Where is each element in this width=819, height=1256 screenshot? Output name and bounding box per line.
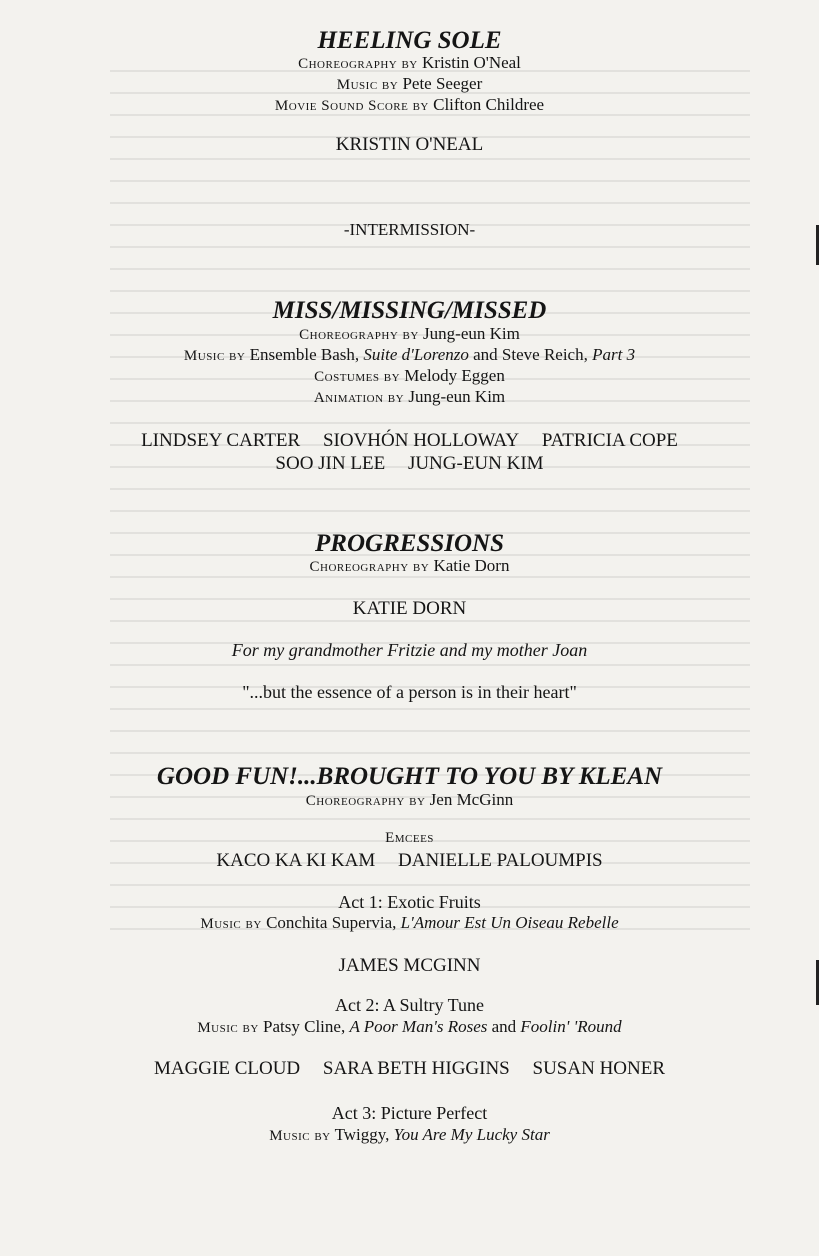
choreography-credit (0, 790, 819, 810)
choreography-credit (0, 324, 819, 344)
music-work: A Poor Man's Roses (349, 1017, 488, 1036)
costumes-credit (0, 366, 819, 386)
music-work: You Are My Lucky Star (393, 1125, 550, 1144)
dancer-list (0, 453, 819, 475)
credit-label: Music by (200, 916, 262, 932)
credit-name: Melody Eggen (404, 366, 505, 385)
music-artist: Twiggy, (334, 1125, 390, 1144)
dancer-name: MAGGIE CLOUD (153, 1058, 301, 1079)
dancer-name: JUNG-EUN KIM (407, 453, 544, 474)
dancer-list (0, 430, 819, 452)
dancer-name: LINDSEY CARTER (141, 430, 301, 451)
credit-label: Choreography by (305, 793, 426, 809)
music-artist: Ensemble Bash, (249, 345, 360, 364)
bleed-through-texture (110, 70, 750, 950)
choreography-credit (0, 53, 819, 73)
music-conjunction: and (473, 345, 498, 364)
credit-label: Choreography by (299, 327, 419, 343)
credit-name: Pete Seeger (402, 74, 483, 93)
piece-title-heeling-sole: HEELING SOLE (317, 27, 502, 54)
music-artist: Patsy Cline, (263, 1017, 346, 1036)
animation-credit (0, 387, 819, 407)
credit-label: Movie Sound Score by (274, 98, 429, 114)
piece-title-missing: MISS/MISSING/MISSED (272, 297, 547, 324)
piece-title-good-fun: GOOD FUN!...BROUGHT TO YOU BY KLEAN (156, 763, 663, 790)
music-work: Suite d'Lorenzo (363, 345, 469, 364)
dancer-name: KATIE DORN (352, 598, 467, 619)
dancer-name: PATRICIA COPE (541, 430, 678, 451)
sound-score-credit (0, 95, 819, 115)
emcee-name: KACO KA KI KAM (216, 850, 376, 871)
credit-label: Music by (197, 1020, 259, 1036)
dancer-list (0, 1058, 819, 1080)
act-title: Act 1: Exotic Fruits (338, 892, 481, 912)
music-conjunction: and (491, 1017, 517, 1036)
music-credit (0, 1017, 819, 1037)
music-credit (0, 74, 819, 94)
credit-name: Jung-eun Kim (408, 387, 506, 406)
dedication: For my grandmother Fritzie and my mother Joan (231, 640, 588, 660)
music-work: Foolin' 'Round (520, 1017, 622, 1036)
dancer-name: SIOVHÓN HOLLOWAY (322, 430, 520, 451)
piece-title-progressions: PROGRESSIONS (315, 530, 504, 557)
dancer-name: SARA BETH HIGGINS (322, 1058, 510, 1079)
dancer-name: SUSAN HONER (532, 1058, 666, 1079)
credit-label: Choreography by (309, 559, 430, 575)
credit-name: Kristin O'Neal (422, 53, 521, 72)
music-work: L'Amour Est Un Oiseau Rebelle (400, 913, 619, 932)
emcees-label: Emcees (385, 830, 434, 846)
music-credit (0, 913, 819, 933)
intermission-label: -INTERMISSION- (343, 220, 476, 239)
music-artist: Steve Reich, (501, 345, 588, 364)
credit-label: Animation by (313, 390, 405, 406)
credit-name: Katie Dorn (433, 556, 510, 575)
emcee-list (0, 850, 819, 872)
dancer-list (0, 598, 819, 620)
dancer-list (0, 134, 819, 156)
dancer-name: JAMES MCGINN (338, 955, 481, 976)
act-title: Act 3: Picture Perfect (331, 1103, 488, 1123)
credit-name: Jung-eun Kim (423, 324, 520, 343)
credit-label: Music by (269, 1128, 331, 1144)
credit-label: Choreography by (298, 56, 418, 72)
dancer-name: SOO JIN LEE (275, 453, 386, 474)
credit-name: Jen McGinn (429, 790, 514, 809)
credit-label: Music by (336, 77, 399, 93)
music-credit (0, 1125, 819, 1145)
emcee-name: DANIELLE PALOUMPIS (398, 850, 603, 871)
choreography-credit (0, 556, 819, 576)
dancer-list (0, 955, 819, 977)
credit-label: Music by (183, 348, 246, 364)
act-title: Act 2: A Sultry Tune (334, 995, 485, 1015)
music-work: Part 3 (592, 345, 636, 364)
music-credit (0, 345, 819, 365)
credit-name: Clifton Childree (433, 95, 545, 114)
credit-label: Costumes by (314, 369, 401, 385)
dancer-name: KRISTIN O'NEAL (335, 134, 484, 155)
quote: "...but the essence of a person is in their heart" (242, 682, 577, 702)
music-artist: Conchita Supervia, (266, 913, 397, 932)
